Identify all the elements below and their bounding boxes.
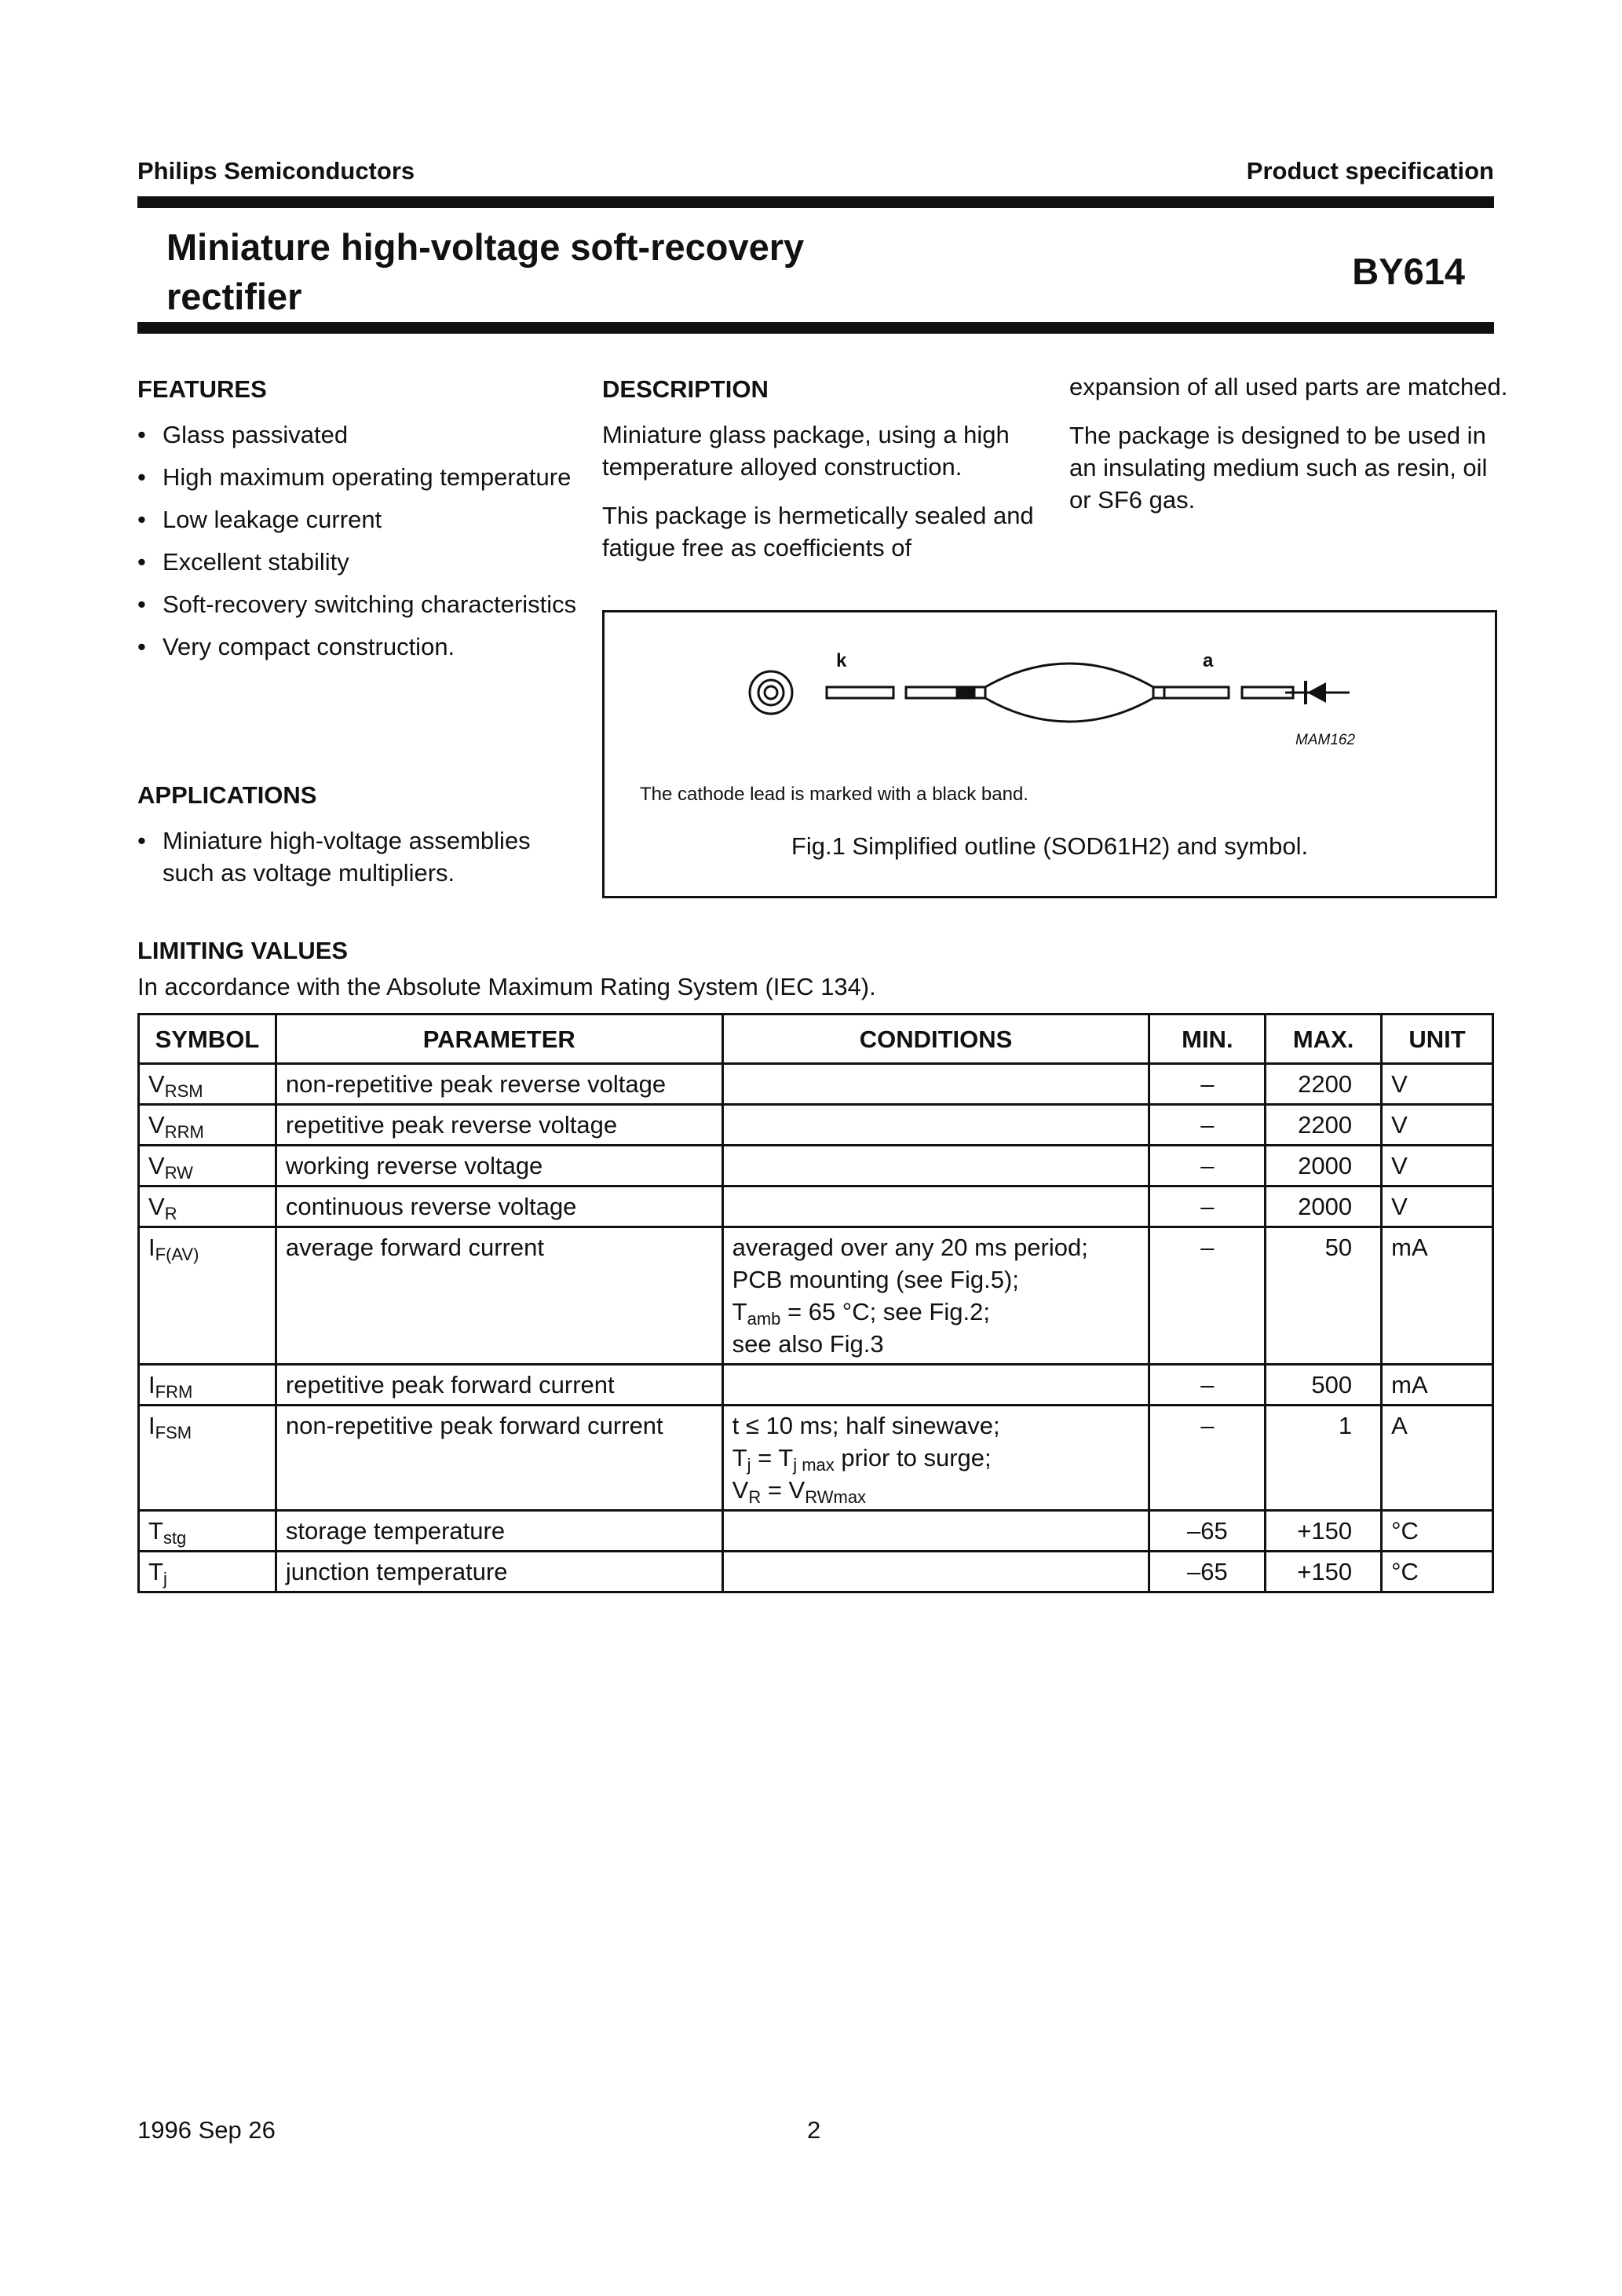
column-header: MAX. (1266, 1015, 1382, 1064)
column-header: SYMBOL (139, 1015, 276, 1064)
limiting-values-table (137, 1013, 1494, 1593)
figure-note: The cathode lead is marked with a black band. (640, 784, 1028, 805)
column-header: UNIT (1382, 1015, 1493, 1064)
list-item: • Soft-recovery switching characteristics (137, 588, 577, 620)
parameter-cell: continuous reverse voltage (276, 1186, 722, 1227)
symbol-cell: $T_{stg}$ (139, 1511, 276, 1552)
limiting-values-heading: LIMITING VALUES (137, 937, 349, 964)
figure-caption: Fig.1 Simplified outline (SOD61H2) and symbol. (791, 832, 1309, 860)
document-type: Product specification (1246, 157, 1494, 185)
min-cell: –65 (1149, 1552, 1266, 1592)
column-header: PARAMETER (276, 1015, 722, 1064)
min-cell: –65 (1149, 1511, 1266, 1552)
symbol-cell: $V_{RRM}$ (139, 1105, 276, 1146)
description-column-2 (1069, 371, 1509, 516)
conditions-cell (722, 1146, 1149, 1186)
symbol-cell: $I_{FRM}$ (139, 1365, 276, 1406)
min-cell: – (1149, 1146, 1266, 1186)
applications-list (137, 824, 577, 889)
parameter-cell: non-repetitive peak reverse voltage (276, 1064, 722, 1105)
table-row (139, 1186, 1493, 1227)
max-cell: 2000 (1266, 1186, 1382, 1227)
footer-date: 1996 Sep 26 (137, 2116, 276, 2144)
features-list (137, 419, 577, 663)
table-row (139, 1146, 1493, 1186)
table-row (139, 1105, 1493, 1146)
conditions-cell: averaged over any 20 ms period; PCB mounting (see Fig.5); $T_{amb} = 65$ °C; see Fig.2; see also Fig.3 (722, 1227, 1149, 1365)
unit-cell: V (1382, 1064, 1493, 1105)
conditions-cell: t ≤ 10 ms; half sinewave; $T_j = T_{j max}$ prior to surge; $V_R = V_{RWmax}$ (722, 1406, 1149, 1511)
min-cell: – (1149, 1227, 1266, 1365)
max-cell: +150 (1266, 1511, 1382, 1552)
unit-cell: °C (1382, 1511, 1493, 1552)
parameter-cell: repetitive peak forward current (276, 1365, 722, 1406)
max-cell: 2000 (1266, 1146, 1382, 1186)
table-row (139, 1406, 1493, 1511)
min-cell: – (1149, 1105, 1266, 1146)
part-number: BY614 (1352, 250, 1465, 292)
parameter-cell: non-repetitive peak forward current (276, 1406, 722, 1511)
table-row (139, 1227, 1493, 1365)
unit-cell: mA (1382, 1227, 1493, 1365)
list-item: • High maximum operating temperature (137, 461, 577, 493)
parameter-cell: junction temperature (276, 1552, 722, 1592)
title-line-2: rectifier (166, 276, 302, 317)
description-paragraph: The package is designed to be used in an insulating medium such as resin, oil or SF6 gas. (1069, 422, 1488, 514)
limiting-values-intro: In accordance with the Absolute Maximum Rating System (IEC 134). (137, 973, 876, 1000)
list-item: • Excellent stability (137, 546, 577, 578)
min-cell: – (1149, 1186, 1266, 1227)
max-cell: 2200 (1266, 1064, 1382, 1105)
conditions-cell (722, 1552, 1149, 1592)
features-section (137, 375, 577, 673)
list-item: • Glass passivated (137, 419, 577, 451)
unit-cell: °C (1382, 1552, 1493, 1592)
list-item: • Miniature high-voltage assemblies such as voltage multipliers. (137, 824, 577, 889)
title-line-1: Miniature high-voltage soft-recovery (166, 226, 805, 268)
figure-reference: MAM162 (1295, 732, 1356, 748)
symbol-cell: $I_{FSM}$ (139, 1406, 276, 1511)
applications-section (137, 781, 577, 899)
company-name: Philips Semiconductors (137, 157, 415, 185)
parameter-cell: average forward current (276, 1227, 722, 1365)
page-title (166, 222, 952, 321)
conditions-cell (722, 1365, 1149, 1406)
unit-cell: A (1382, 1406, 1493, 1511)
unit-cell: V (1382, 1186, 1493, 1227)
conditions-cell (722, 1186, 1149, 1227)
conditions-cell (722, 1064, 1149, 1105)
description-section (602, 375, 1042, 564)
max-cell: +150 (1266, 1552, 1382, 1592)
features-heading: FEATURES (137, 375, 267, 403)
unit-cell: mA (1382, 1365, 1493, 1406)
title-rule (137, 322, 1494, 334)
table-row (139, 1365, 1493, 1406)
symbol-cell: $V_{RW}$ (139, 1146, 276, 1186)
description-paragraph: Miniature glass package, using a high temperature alloyed construction. (602, 421, 1010, 481)
page-number: 2 (807, 2116, 821, 2144)
max-cell: 50 (1266, 1227, 1382, 1365)
max-cell: 2200 (1266, 1105, 1382, 1146)
description-heading: DESCRIPTION (602, 375, 769, 403)
max-cell: 500 (1266, 1365, 1382, 1406)
min-cell: – (1149, 1406, 1266, 1511)
table-row (139, 1552, 1493, 1592)
cathode-label: k (836, 650, 847, 671)
anode-label: a (1203, 650, 1214, 671)
conditions-cell (722, 1105, 1149, 1146)
description-paragraph: This package is hermetically sealed and fatigue free as coefficients of (602, 502, 1034, 561)
symbol-cell: $T_j$ (139, 1552, 276, 1592)
applications-heading: APPLICATIONS (137, 781, 317, 809)
list-item: • Very compact construction. (137, 631, 577, 663)
unit-cell: V (1382, 1105, 1493, 1146)
table-header-row (139, 1015, 1493, 1064)
column-header: MIN. (1149, 1015, 1266, 1064)
symbol-cell: $V_R$ (139, 1186, 276, 1227)
parameter-cell: storage temperature (276, 1511, 722, 1552)
symbol-cell: $V_{RSM}$ (139, 1064, 276, 1105)
unit-cell: V (1382, 1146, 1493, 1186)
parameter-cell: working reverse voltage (276, 1146, 722, 1186)
min-cell: – (1149, 1365, 1266, 1406)
parameter-cell: repetitive peak reverse voltage (276, 1105, 722, 1146)
symbol-cell: $I_{F(AV)}$ (139, 1227, 276, 1365)
description-paragraph: expansion of all used parts are matched. (1069, 373, 1508, 400)
min-cell: – (1149, 1064, 1266, 1105)
table-row (139, 1064, 1493, 1105)
max-cell: 1 (1266, 1406, 1382, 1511)
table-row (139, 1511, 1493, 1552)
header-rule (137, 196, 1494, 208)
conditions-cell (722, 1511, 1149, 1552)
column-header: CONDITIONS (722, 1015, 1149, 1064)
list-item: • Low leakage current (137, 503, 577, 536)
